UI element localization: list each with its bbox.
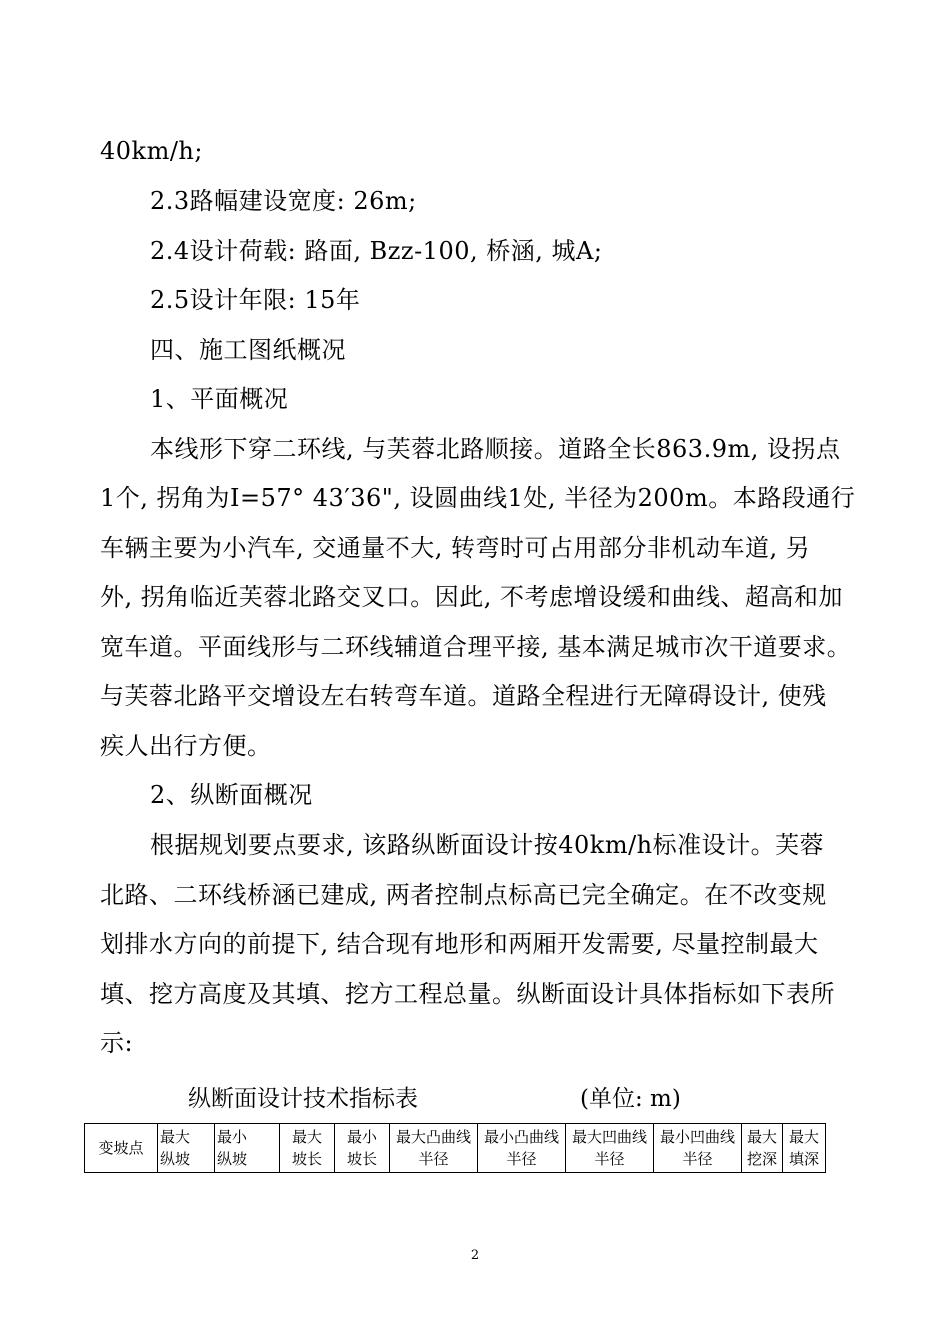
header-line-2: 半径: [682, 1150, 713, 1168]
header-line-2: 半径: [506, 1150, 537, 1168]
table-header-cell: [783, 1124, 826, 1173]
subsection-heading: 2、纵断面概况: [150, 781, 313, 809]
table-header-cell: [85, 1124, 158, 1173]
paragraph-line: 示:: [100, 1029, 134, 1057]
header-line-1: 最小凹曲线: [659, 1128, 735, 1146]
paragraph-line: 2.5设计年限: 15年: [150, 286, 361, 314]
table-header-cell: [742, 1124, 783, 1173]
table-caption: [188, 1080, 681, 1113]
paragraph-line: 填、挖方高度及其填、挖方工程总量。纵断面设计具体指标如下表所: [100, 980, 835, 1008]
header-line-2: 挖深: [746, 1150, 777, 1168]
header-line-1: 最大: [291, 1128, 322, 1146]
table-header-cell: [566, 1124, 654, 1173]
table-header-cell: [158, 1124, 215, 1173]
header-line-1: 最大凸曲线: [395, 1128, 471, 1146]
paragraph-line: 北路、二环线桥涵已建成, 两者控制点标高已完全确定。在不改变规: [100, 881, 827, 909]
header-line-1: 最小凸曲线: [483, 1128, 559, 1146]
paragraph-line: 根据规划要点要求, 该路纵断面设计按40km/h标准设计。芙蓉: [150, 831, 825, 859]
paragraph-line: 车辆主要为小汽车, 交通量不大, 转弯时可占用部分非机动车道, 另: [100, 534, 811, 562]
subsection-heading: 1、平面概况: [150, 385, 289, 413]
paragraph-line: 1个, 拐角为I=57° 43′36", 设圆曲线1处, 半径为200m。本路段通行: [100, 484, 856, 512]
table-header-cell: [478, 1124, 566, 1173]
paragraph-line: 40km/h;: [100, 137, 203, 165]
header-line-1: 变坡点: [98, 1139, 144, 1157]
header-line-1: 最大: [788, 1128, 819, 1146]
header-line-1: 最大: [746, 1128, 777, 1146]
header-line-2: 半径: [418, 1150, 449, 1168]
header-line-2: 半径: [594, 1150, 625, 1168]
paragraph-line: 划排水方向的前提下, 结合现有地形和两厢开发需要, 尽量控制最大: [100, 930, 819, 958]
paragraph-line: 本线形下穿二环线, 与芙蓉北路顺接。道路全长863.9m, 设拐点: [150, 435, 841, 463]
table-header-cell: [335, 1124, 390, 1173]
header-line-2: 纵坡: [160, 1150, 191, 1168]
header-line-2: 纵坡: [217, 1150, 248, 1168]
table-header-cell: [280, 1124, 335, 1173]
table-header-cell: [654, 1124, 742, 1173]
paragraph-line: 疾人出行方便。: [100, 732, 272, 760]
header-line-1: 最大凹曲线: [571, 1128, 647, 1146]
header-line-1: 最小: [346, 1128, 377, 1146]
header-line-2: 填深: [788, 1150, 819, 1168]
table-header-cell: [215, 1124, 280, 1173]
paragraph-line: 外, 拐角临近芙蓉北路交叉口。因此, 不考虑增设缓和曲线、超高和加: [100, 583, 844, 611]
paragraph-line: 2.4设计荷载: 路面, Bzz-100, 桥涵, 城A;: [150, 237, 603, 265]
table-title: 纵断面设计技术指标表: [188, 1086, 418, 1112]
section-heading: 四、施工图纸概况: [150, 336, 346, 364]
paragraph-line: 2.3路幅建设宽度: 26m;: [150, 187, 417, 215]
table-unit: (单位: m): [580, 1086, 681, 1112]
header-line-2: 坡长: [291, 1150, 322, 1168]
table-header-cell: [390, 1124, 478, 1173]
page-number: 2: [470, 1248, 480, 1263]
paragraph-line: 与芙蓉北路平交增设左右转弯车道。道路全程进行无障碍设计, 使残: [100, 682, 827, 710]
paragraph-line: 宽车道。平面线形与二环线辅道合理平接, 基本满足城市次干道要求。: [100, 633, 852, 661]
table-header-row: [85, 1124, 826, 1173]
header-line-1: 最小: [217, 1128, 248, 1146]
header-line-1: 最大: [160, 1128, 191, 1146]
spec-table: [84, 1123, 826, 1173]
header-line-2: 坡长: [346, 1150, 377, 1168]
